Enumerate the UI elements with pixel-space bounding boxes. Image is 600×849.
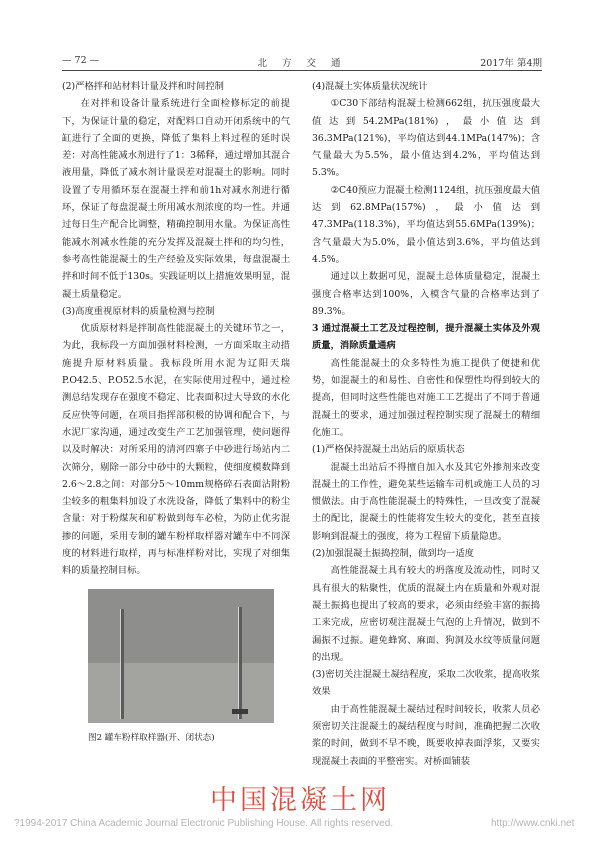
figure-ground [88, 663, 274, 723]
paragraph: 优质原材料是拌制高性能混凝土的关键环节之一，为此，我标段一方面加强材料检测，一方面采取主动措施提升原材料质量。我标段所用水泥为辽阳天瑞P.O42.5、P.O52.5水泥，在实际使用过程中，通过检测总结发现存在强度不稳定、比表面积过大导致的水化反应快等问题，在项目指挥部积极的协调和配合下，与水泥厂家沟通，通过改变生产工艺加强管理，使问题得以及时解决：对所采用的清河四寨子中砂进行场站内二次筛分，剔除一部分中砂中的大颗粒，使细度模数降到2.6～2.8之间：对部分5～10mm规格碎石表面沾附粉尘较多的粗集料加设了水洗设备，降低了集料中的粉尘含量：对于粉煤灰和矿粉做到每车必检，为防止优劣混掺的问题，采用专制的罐车粉样取样器对罐车中不同深度的材料进行取样，再与标准样粉对比，实现了对细集料的质量控制目标。 [62, 323, 290, 577]
subheading: (4)混凝土实体质量状况统计 [312, 81, 428, 92]
issue-label: 2017年 第4期 [480, 58, 542, 69]
page-header [62, 55, 542, 71]
sampler-rod-closed [120, 609, 124, 719]
footer-copyright: ?1994-2017 China Academic Journal Electronic Publishing House. All rights reserved. [14, 818, 394, 829]
paragraph: 高性能混凝土的众多特性为施工提供了便捷和优势，如混凝土的和易性、自密性和保塑性均得到较大的提高，但同时这些性能也对施工工艺提出了不同于普通混凝土的要求，通过加强过程控制实现了混凝土的精细化施工。 [312, 357, 540, 438]
page-number: — 72 — [62, 55, 100, 66]
sampler-rod-open [238, 607, 242, 719]
subheading: (2)加强混凝土振捣控制，做到均一适度 [312, 548, 474, 560]
footer-url: http://www.cnki.net [491, 818, 575, 829]
paragraph: 通过以上数据可见，混凝土总体质量稳定，混凝土强度合格率达到100%，入模含气量的合格率达到了89.3%。 [312, 271, 540, 317]
subheading: (3)密切关注混凝土凝结程度，采取二次收浆，提高收浆效果 [312, 669, 540, 698]
watermark-logo: 中国混凝土网 [210, 785, 390, 816]
paragraph: 由于高性能混凝土凝结过程时间较长，收浆人员必须密切关注混凝土的凝结程度与时间，准确把握二次收浆的时间，做到不早不晚，既要收掉表面浮浆，又要实现混凝土表面的平整密实。对桥面铺装 [312, 703, 540, 767]
figure-photo-sampler [88, 589, 274, 723]
subheading: (2)严格拌和站材料计量及拌和时间控制 [62, 81, 224, 92]
journal-title: 北 方 交 通 [257, 58, 347, 69]
right-column [312, 78, 540, 770]
figure-caption: 图2 罐车粉样取样器(开、闭状态) [88, 733, 215, 743]
paragraph: ①C30下部结构混凝土检测662组，抗压强度最大值达到54.2MPa(181%)，最小值达到36.3MPa(121%)，平均值达到44.1MPa(147%)；含气量最大为5.5%，最小值达到4.2%，平均值达到5.3%。 [312, 98, 540, 179]
paragraph: 混凝土出站后不得擅自加入水及其它外掺剂来改变混凝土的工作性，避免某些运输车司机或施工人员的习惯做法。由于高性能混凝土的特殊性，一旦改变了混凝土的配比，混凝土的性能将发生较大的变化，甚至直接影响到混凝土的强度，将为工程留下质量隐患。 [312, 461, 540, 542]
left-column [62, 78, 290, 580]
paragraph: ②C40预应力混凝土检测1124组，抗压强度最大值达到62.8MPa(157%)，最小值达到47.3MPa(118.3%)，平均值达到55.6MPa(139%)；含气量最大为5.0%，最小值达到3.6%，平均值达到4.5%。 [312, 184, 540, 265]
sampler-handle [232, 709, 248, 714]
section-heading: 3 通过混凝土工艺及过程控制，提升混凝土实体及外观质量，消除质量通病 [312, 323, 540, 352]
subheading: (1)严格保持混凝土出站后的原质状态 [312, 444, 465, 456]
paragraph: 高性能混凝土具有较大的坍落度及流动性，同时又具有很大的粘聚性，优质的混凝土内在质量和外观对混凝土振捣也提出了较高的要求，必须由经验丰富的振捣工来完成，应密切观注混凝土气泡的上升情况，做到不漏振不过振。避免蜂窝、麻面、狗洞及水纹等质量问题的出现。 [312, 565, 540, 663]
header-rule [62, 70, 542, 71]
paragraph: 在对拌和设备计量系统进行全面检修标定的前提下，为保证计量的稳定，对配料口自动开闭系统中的气缸进行了全面的更换，降低了集料上料过程的延时误差：对高性能减水剂进行了1：3稀释，通过增加其混合液用量，降低了减水剂计量误差对混凝土的影响。同时设置了专用循环泵在混凝土拌和前1h对减水剂进行循环，保证了每盘混凝土所用减水剂浓度的均一性。并通过每日生产配合比调整，精确控制用水量。为保证高性能减水剂减水性能的充分发挥及混凝土拌和的均匀性，参考高性能混凝土的生产经验及实际效果，每盘混凝土拌和时间不低于130s。实践证明以上措施效果明显，混凝土质量稳定。 [62, 98, 290, 300]
footer [14, 818, 575, 829]
subheading: (3)高度重视原材料的质量检测与控制 [62, 305, 215, 317]
